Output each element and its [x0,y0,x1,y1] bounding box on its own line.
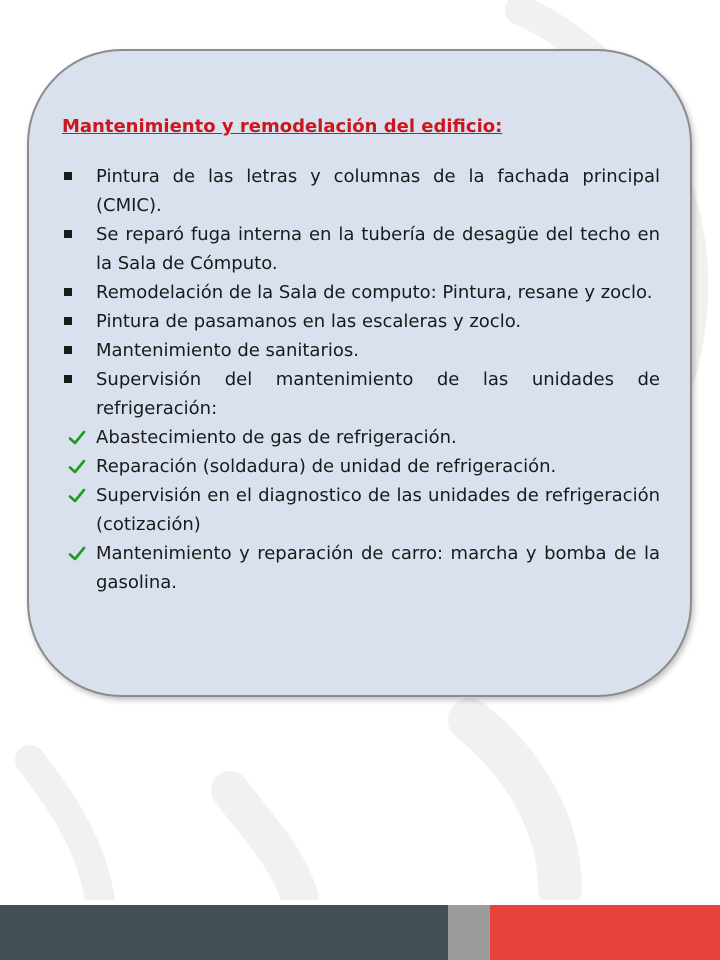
list-item-text: Pintura de las letras y columnas de la fachada principal (CMIC). [96,166,660,216]
square-bullet-icon [64,230,72,238]
checkmark-icon [68,429,86,447]
list-item-text: Pintura de pasamanos en las escaleras y zoclo. [96,311,522,332]
square-bullet-icon [64,172,72,180]
list-item [62,336,660,365]
square-bullet-icon [64,317,72,325]
checklist-item [62,452,660,481]
list-item [62,162,660,220]
square-bullet-icon [64,346,72,354]
square-bullet-icon [64,375,72,383]
list-item [62,307,660,336]
section-heading: Mantenimiento y remodelación del edificio: [62,116,503,137]
bullet-list [62,162,660,423]
list-item [62,278,660,307]
footer-gray-segment [448,905,490,960]
checklist-item-text: Supervisión en el diagnostico de las unidades de refrigeración (cotización) [96,485,660,535]
checkmark-icon [68,487,86,505]
list-item [62,365,660,423]
checklist-item-text: Abastecimiento de gas de refrigeración. [96,427,457,448]
checkmark-icon [68,545,86,563]
checklist [62,423,660,597]
checklist-item-text: Reparación (soldadura) de unidad de refrigeración. [96,456,557,477]
list-item-text: Supervisión del mantenimiento de las unidades de refrigeración: [96,369,660,419]
footer-dark-segment [0,905,448,960]
list-item [62,220,660,278]
square-bullet-icon [64,288,72,296]
content-area [62,112,660,597]
checklist-item [62,481,660,539]
checklist-item [62,423,660,452]
list-item-text: Remodelación de la Sala de computo: Pintura, resane y zoclo. [96,282,653,303]
list-item-text: Se reparó fuga interna en la tubería de desagüe del techo en la Sala de Cómputo. [96,224,660,274]
list-item-text: Mantenimiento de sanitarios. [96,340,359,361]
checkmark-icon [68,458,86,476]
checklist-item [62,539,660,597]
footer-red-segment [490,905,720,960]
footer-band [0,905,720,960]
checklist-item-text: Mantenimiento y reparación de carro: marcha y bomba de la gasolina. [96,543,660,593]
